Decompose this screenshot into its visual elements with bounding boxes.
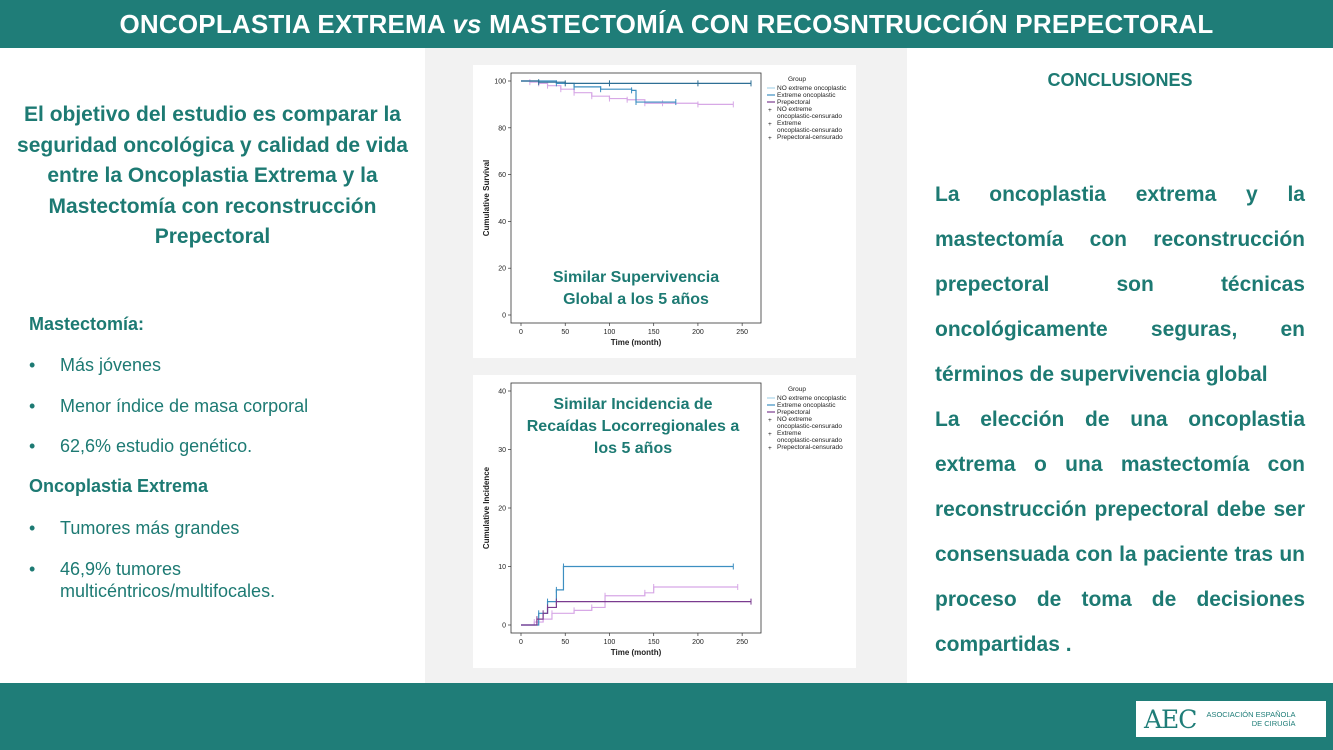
legend-entry: Extreme oncoplastic bbox=[777, 92, 836, 99]
legend-entry: NO extreme bbox=[777, 106, 813, 113]
legend-entry: Extreme bbox=[777, 430, 802, 437]
list-item: • Más jóvenes bbox=[29, 355, 162, 375]
list-item: • Menor índice de masa corporal bbox=[29, 395, 309, 416]
x-axis-label: Time (month) bbox=[610, 648, 662, 657]
y-tick-label: 30 bbox=[498, 447, 506, 454]
chart-annotation: Recaídas Locorregionales a bbox=[526, 418, 740, 435]
header-bar bbox=[0, 0, 1333, 48]
x-tick-label: 150 bbox=[647, 329, 660, 336]
legend-entry: Extreme bbox=[777, 120, 802, 127]
x-tick-label: 200 bbox=[692, 639, 704, 646]
series-line-0 bbox=[521, 587, 738, 625]
survival-chart bbox=[473, 65, 856, 358]
y-tick-label: 20 bbox=[498, 265, 506, 273]
objective-text: El objetivo del estudio es comparar la seguridad oncológica y calidad de vida entre la Oncoplastia Extrema y la Mastectomía con reconstrucción Prepectoral bbox=[17, 103, 408, 248]
x-tick-label: 0 bbox=[519, 329, 523, 336]
aec-logo bbox=[1136, 701, 1326, 737]
legend-entry: NO extreme oncoplastic bbox=[777, 395, 847, 402]
y-axis-label: Cumulative Survival bbox=[482, 159, 491, 237]
incidence-chart bbox=[473, 375, 856, 668]
mastectomy-list bbox=[29, 354, 308, 476]
list-item: • 62,6% estudio genético. bbox=[29, 436, 253, 456]
legend-entry: oncoplastic-censurado bbox=[777, 127, 843, 134]
y-tick-label: 40 bbox=[498, 218, 506, 226]
legend-entry: oncoplastic-censurado bbox=[777, 113, 843, 120]
oncoplasty-list bbox=[29, 517, 359, 620]
x-tick-label: 100 bbox=[603, 329, 616, 336]
y-tick-label: 0 bbox=[502, 622, 506, 630]
x-tick-label: 250 bbox=[736, 639, 748, 646]
incidence-chart-panel bbox=[473, 375, 856, 668]
legend-entry: Prepectoral-censurado bbox=[777, 134, 843, 141]
x-tick-label: 150 bbox=[647, 639, 660, 646]
conclusion-paragraph-2: La elección de una oncoplastia extrema o una mastectomía con reconstrucción prepectoral debe ser consensuada con la paciente tras un proceso de toma de decisiones compartidas . bbox=[935, 408, 1305, 656]
chart-annotation: Global a los 5 años bbox=[563, 291, 709, 308]
list-item: • 46,9% tumores multicéntricos/multifocales. bbox=[29, 558, 276, 601]
conclusions-heading: CONCLUSIONES bbox=[1047, 70, 1193, 90]
legend-entry: oncoplastic-censurado bbox=[777, 423, 843, 430]
y-tick-label: 80 bbox=[498, 125, 506, 133]
chart-annotation: Similar Incidencia de bbox=[553, 396, 713, 413]
legend-marker: + bbox=[768, 417, 772, 424]
series-line-1 bbox=[521, 81, 676, 102]
right-column bbox=[907, 48, 1333, 683]
chart-annotation: Similar Supervivencia bbox=[552, 269, 720, 286]
survival-chart-panel bbox=[473, 65, 856, 358]
logo-mark: AEC bbox=[1144, 704, 1197, 734]
charts-column bbox=[425, 48, 907, 683]
legend-entry: oncoplastic-censurado bbox=[777, 437, 843, 444]
x-tick-label: 50 bbox=[561, 639, 570, 646]
chart-annotation: los 5 años bbox=[593, 440, 673, 457]
oncoplasty-heading: Oncoplastia Extrema bbox=[29, 476, 209, 496]
x-tick-label: 0 bbox=[519, 639, 523, 646]
conclusion-paragraph-1: La oncoplastia extrema y la mastectomía con reconstrucción prepectoral son técnicas oncológicamente seguras, en términos de supervivencia global bbox=[935, 183, 1305, 386]
list-item: • Tumores más grandes bbox=[29, 518, 240, 538]
y-tick-label: 0 bbox=[502, 312, 506, 320]
y-tick-label: 60 bbox=[498, 172, 506, 180]
page-title: ONCOPLASTIA EXTREMA vs MASTECTOMÍA CON RECOSNTRUCCIÓN PREPECTORAL bbox=[119, 8, 1214, 39]
legend-entry: Extreme oncoplastic bbox=[777, 402, 836, 409]
legend-marker: + bbox=[768, 431, 772, 438]
legend-title: Group bbox=[787, 386, 807, 393]
legend-entry: Prepectoral bbox=[777, 99, 811, 106]
logo-text: ASOCIACIÓN ESPAÑOLA DE CIRUGÍA bbox=[1206, 710, 1296, 728]
x-tick-label: 200 bbox=[692, 329, 704, 336]
x-tick-label: 100 bbox=[603, 639, 616, 646]
y-axis-label: Cumulative Incidence bbox=[482, 466, 491, 550]
y-tick-label: 20 bbox=[498, 505, 506, 513]
legend-entry: NO extreme oncoplastic bbox=[777, 85, 847, 92]
x-tick-label: 250 bbox=[736, 329, 748, 336]
legend-title: Group bbox=[787, 76, 807, 83]
y-tick-label: 100 bbox=[494, 78, 506, 86]
y-tick-label: 40 bbox=[498, 388, 506, 396]
mastectomy-heading: Mastectomía: bbox=[29, 314, 145, 334]
conclusions-body bbox=[935, 172, 1305, 667]
legend-entry: Prepectoral-censurado bbox=[777, 444, 843, 451]
legend-entry: Prepectoral bbox=[777, 409, 811, 416]
legend-marker: + bbox=[768, 107, 772, 114]
legend-marker: + bbox=[768, 121, 772, 128]
y-tick-label: 10 bbox=[498, 564, 506, 571]
x-tick-label: 50 bbox=[561, 329, 570, 336]
legend-entry: NO extreme bbox=[777, 416, 813, 423]
legend-marker: + bbox=[768, 445, 772, 452]
left-column bbox=[0, 48, 425, 683]
x-axis-label: Time (month) bbox=[610, 338, 662, 347]
footer-bar bbox=[0, 683, 1333, 750]
legend-marker: + bbox=[768, 135, 772, 142]
